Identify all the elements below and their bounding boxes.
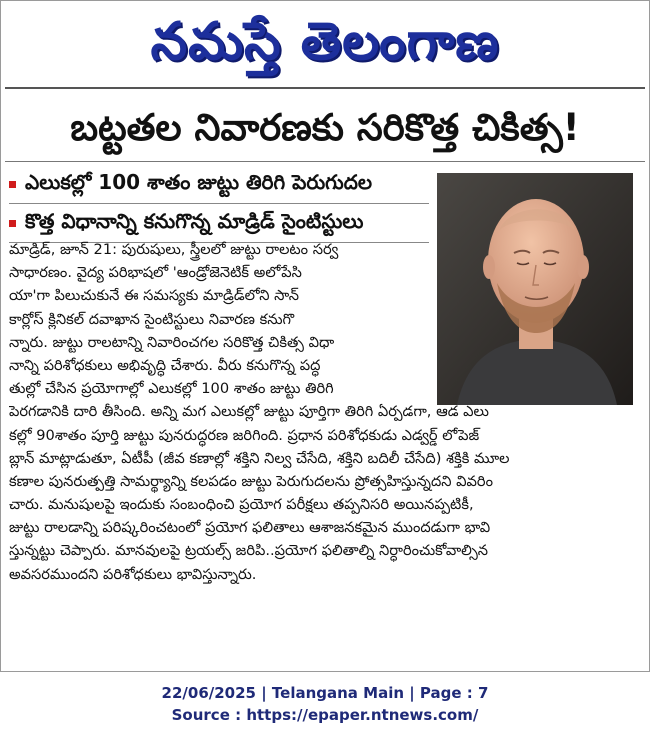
article-line: బ్లాన్ మాట్లాడుతూ, ఏటీపీ (జీవ కణాల్లో శక్తిని నిల్వ చేసేది, శక్తిని బదిలీ చేసేది) శక్తికి మూల bbox=[9, 449, 510, 467]
masthead bbox=[1, 3, 649, 83]
article-line: చారు. మనుషులపై ఇందుకు సంబంధించి ప్రయోగ పరీక్షలు తప్పనిసరి అయినప్పటికీ, bbox=[9, 496, 474, 514]
article-body bbox=[9, 238, 643, 586]
subheadline-text: ఎలుకల్లో 100 శాతం జుట్టు తిరిగి పెరుగుదల bbox=[25, 169, 373, 194]
masthead-title: నమస్తే తెలంగాణ bbox=[150, 12, 500, 72]
article-line: అవసరముందని పరిశోధకులు భావిస్తున్నారు. bbox=[9, 565, 257, 583]
article-line: జుట్టు రాలడాన్ని పరిష్కరించటంలో ప్రయోగ ఫలితాలు ఆశాజనకమైన ముందడుగా భావి bbox=[9, 519, 491, 537]
article-line: న్నారు. జుట్టు రాలటాన్ని నివారించగల సరికొత్త చికిత్స విధా bbox=[9, 333, 335, 351]
publication-info: 22/06/2025 | Telangana Main | Page : 7 bbox=[161, 684, 489, 702]
article-line: సాధారణం. వైద్య పరిభాషలో 'ఆండ్రోజెనెటిక్ అలోపేసి bbox=[9, 264, 302, 282]
subheadline-text: కొత్త విధానాన్ని కనుగొన్న మాడ్రిడ్ సైంటిస్టులు bbox=[25, 208, 364, 233]
article-line: స్తున్నట్టు చెప్పారు. మానవులపై ట్రయల్స్ జరిపి..ప్రయోగ ఫలితాల్ని నిర్ధారించుకోవాల్సిన bbox=[9, 542, 488, 560]
article-line: నాన్ని పరిశోధకులు అభివృద్ధి చేశారు. వీరు కనుగొన్న పద్ధ bbox=[9, 356, 321, 374]
article-line: మాడ్రిడ్, జూన్ 21: పురుషులు, స్త్రీలలో జుట్టు రాలటం సర్వ bbox=[9, 241, 339, 258]
article-line: యా'గా పిలుచుకునే ఈ సమస్యకు మాడ్రిడ్‌లోని సాన్ bbox=[9, 287, 299, 305]
red-square-bullet-icon bbox=[9, 220, 16, 227]
article-line: కార్లోస్ క్లినికల్ దవాఖాన సైంటిస్టులు నివారణ కనుగొ bbox=[9, 310, 295, 328]
article-line: కల్లో 90శాతం పూర్తి జుట్టు పునరుద్ధరణ జరిగింది. ప్రధాన పరిశోధకుడు ఎడ్వర్డ్ లోపెజ్ bbox=[9, 426, 480, 444]
masthead-divider bbox=[5, 87, 645, 89]
red-square-bullet-icon bbox=[9, 181, 16, 188]
source-url[interactable]: Source : https://epaper.ntnews.com/ bbox=[171, 706, 479, 724]
subheadline-list bbox=[9, 165, 429, 243]
article-line: పెరగడానికి దారి తీసింది. అన్ని మగ ఎలుకల్లో జుట్టు పూర్తిగా తిరిగి ఏర్పడగా, ఆడ ఎలు bbox=[9, 403, 489, 421]
article-line: తుల్లో చేసిన ప్రయోగాల్లో ఎలుకల్లో 100 శాతం జుట్టు తిరిగి bbox=[9, 380, 334, 398]
article-line: కణాల పునరుత్పత్తి సామర్థ్యాన్ని కలపడం జుట్టు పెరుగుదలను ప్రోత్సహిస్తున్నదని వివరిం bbox=[9, 472, 493, 490]
headline-divider bbox=[5, 161, 645, 162]
source-footer bbox=[0, 682, 650, 726]
subheadline-item bbox=[9, 165, 429, 204]
article-headline: బట్టతల నివారణకు సరికొత్త చికిత్స! bbox=[70, 106, 580, 149]
